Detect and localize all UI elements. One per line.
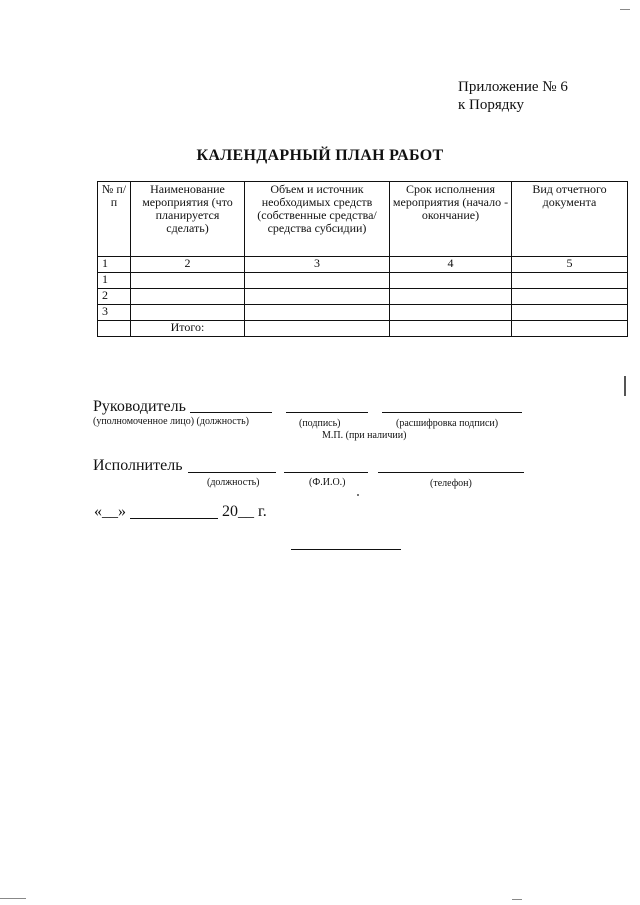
executor-name-line[interactable] bbox=[284, 472, 368, 473]
column-number: 2 bbox=[131, 257, 245, 273]
scan-mark bbox=[0, 898, 26, 899]
appendix-number: Приложение № 6 bbox=[458, 79, 568, 95]
executor-name-caption: (Ф.И.О.) bbox=[309, 477, 346, 488]
page-title: КАЛЕНДАРНЫЙ ПЛАН РАБОТ bbox=[196, 147, 444, 164]
row-number: 1 bbox=[98, 273, 131, 289]
head-signature-line[interactable] bbox=[286, 412, 368, 413]
row-number: 3 bbox=[98, 305, 131, 321]
head-signature-caption: (подпись) bbox=[299, 418, 341, 429]
header-event-name: Наименование мероприятия (что планируется сделать) bbox=[131, 182, 245, 257]
header-number: № п/п bbox=[98, 182, 131, 257]
date-month-line[interactable] bbox=[130, 518, 218, 519]
table-cell bbox=[245, 289, 390, 305]
head-position-line[interactable] bbox=[190, 412, 272, 413]
head-decoding-line[interactable] bbox=[382, 412, 522, 413]
column-number: 5 bbox=[512, 257, 628, 273]
column-number-row bbox=[98, 257, 628, 273]
executor-label: Исполнитель bbox=[93, 457, 183, 474]
executor-position-caption: (должность) bbox=[207, 477, 260, 488]
table-header-row bbox=[98, 182, 628, 257]
total-row bbox=[98, 321, 628, 337]
table-cell bbox=[245, 321, 390, 337]
table-cell bbox=[390, 305, 512, 321]
table-cell bbox=[512, 289, 628, 305]
table-cell bbox=[390, 321, 512, 337]
date-day: «__» bbox=[94, 503, 126, 520]
table-cell bbox=[98, 321, 131, 337]
table-cell bbox=[512, 305, 628, 321]
appendix-reference: к Порядку bbox=[458, 97, 524, 113]
column-number: 4 bbox=[390, 257, 512, 273]
column-number: 3 bbox=[245, 257, 390, 273]
date-year: 20__ г. bbox=[222, 503, 267, 520]
executor-phone-caption: (телефон) bbox=[430, 478, 472, 489]
column-number: 1 bbox=[98, 257, 131, 273]
table-cell bbox=[131, 273, 245, 289]
total-label: Итого: bbox=[131, 321, 245, 337]
end-separator-line bbox=[291, 549, 401, 550]
head-label: Руководитель bbox=[93, 398, 186, 415]
stamp-caption: М.П. (при наличии) bbox=[322, 430, 407, 441]
speck bbox=[357, 494, 359, 496]
scan-mark bbox=[620, 9, 630, 10]
scan-mark bbox=[512, 899, 522, 900]
scan-mark bbox=[624, 376, 626, 396]
table-cell bbox=[245, 305, 390, 321]
table-row bbox=[98, 305, 628, 321]
table-cell bbox=[512, 321, 628, 337]
table-cell bbox=[245, 273, 390, 289]
table-row bbox=[98, 289, 628, 305]
table-cell bbox=[131, 289, 245, 305]
header-funding: Объем и источник необходимых средств (собственные средства/средства субсидии) bbox=[245, 182, 390, 257]
appendix-block bbox=[458, 78, 568, 114]
table-cell bbox=[390, 273, 512, 289]
table-cell bbox=[390, 289, 512, 305]
header-deadline: Срок исполнения мероприятия (начало - окончание) bbox=[390, 182, 512, 257]
row-number: 2 bbox=[98, 289, 131, 305]
head-position-caption: (уполномоченное лицо) (должность) bbox=[93, 416, 250, 427]
table-cell bbox=[512, 273, 628, 289]
executor-position-line[interactable] bbox=[188, 472, 276, 473]
header-report-type: Вид отчетного документа bbox=[512, 182, 628, 257]
table-row bbox=[98, 273, 628, 289]
table-cell bbox=[131, 305, 245, 321]
executor-phone-line[interactable] bbox=[378, 472, 524, 473]
calendar-plan-table bbox=[97, 181, 628, 337]
head-decoding-caption: (расшифровка подписи) bbox=[396, 418, 499, 429]
